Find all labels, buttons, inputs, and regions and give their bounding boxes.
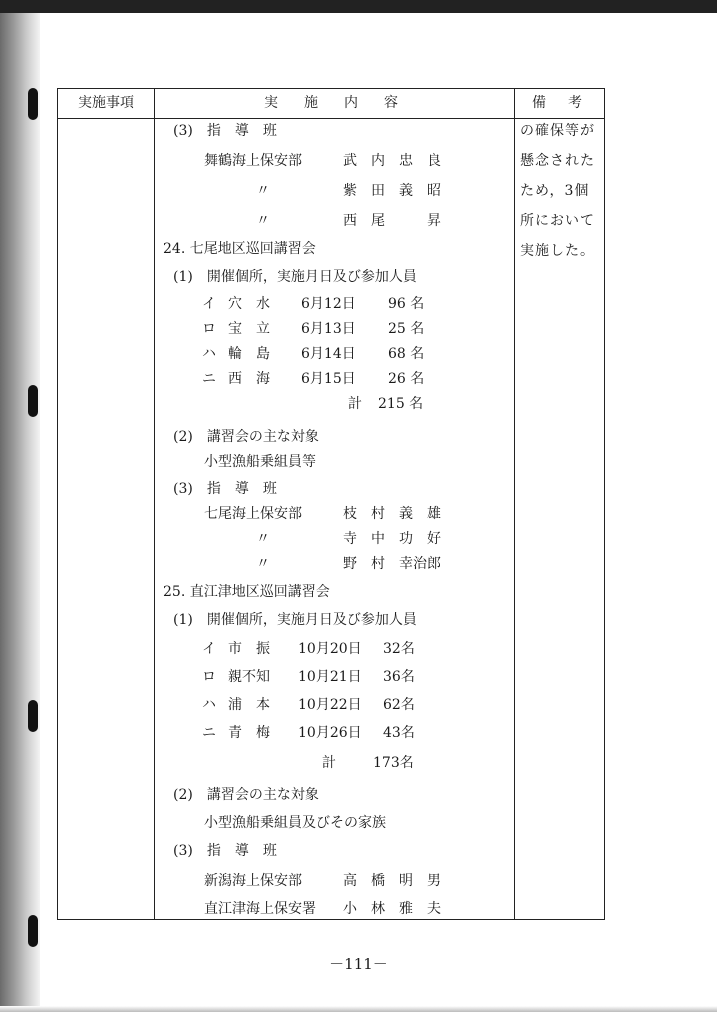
section-heading: (2) 講習会の主な対象: [173, 787, 319, 803]
venue-count: 43名: [383, 725, 415, 741]
total-label: 計: [348, 396, 362, 412]
remark-line: の確保等が: [520, 123, 595, 139]
remark-line: 所において: [520, 213, 595, 229]
instructor-org: 七尾海上保安部: [204, 506, 302, 522]
section-heading: (1) 開催個所，実施月日及び参加人員: [173, 269, 417, 285]
venue-place: 輪 島: [228, 346, 270, 362]
venue-date: 10月22日: [298, 697, 362, 713]
target-text: 小型漁船乗組員及びその家族: [204, 815, 386, 831]
instructor-name: 武 内 忠 良: [343, 153, 441, 169]
content-table: [57, 88, 605, 920]
venue-count: 36名: [383, 669, 415, 685]
instructor-org: 直江津海上保安署: [204, 901, 316, 917]
punch-hole: [28, 88, 38, 120]
total-count: 215 名: [378, 396, 424, 412]
header-content-col: 実 施 内 容: [264, 95, 404, 111]
punch-hole: [28, 385, 38, 417]
instructor-name: 小 林 雅 夫: [343, 901, 441, 917]
venue-date: 6月14日: [301, 346, 356, 362]
page-number: －111－: [329, 955, 388, 973]
remark-line: 実施した。: [520, 243, 595, 259]
venue-place: 親不知: [228, 669, 270, 685]
venue-mark: ハ: [202, 697, 216, 713]
venue-place: 宝 立: [228, 321, 270, 337]
section-heading: (3) 指 導 班: [173, 123, 277, 139]
punch-hole: [28, 915, 38, 947]
section-heading: (3) 指 導 班: [173, 481, 277, 497]
venue-count: 62名: [383, 697, 415, 713]
ditto-mark: 〃: [256, 183, 270, 199]
binding-shadow: [0, 13, 40, 1012]
venue-mark: イ: [202, 296, 216, 312]
remark-line: ため，3個: [520, 183, 590, 199]
venue-place: 穴 水: [228, 296, 270, 312]
venue-date: 6月13日: [301, 321, 356, 337]
instructor-name: 西 尾 昇: [343, 213, 441, 229]
instructor-org: 新潟海上保安部: [204, 873, 302, 889]
venue-mark: ロ: [202, 321, 216, 337]
target-text: 小型漁船乗組員等: [204, 454, 316, 470]
venue-date: 6月15日: [301, 371, 356, 387]
section-heading: (1) 開催個所，実施月日及び参加人員: [173, 612, 417, 628]
venue-count: 25 名: [388, 321, 425, 337]
venue-count: 68 名: [388, 346, 425, 362]
remark-line: 懸念された: [520, 153, 595, 169]
punch-hole: [28, 700, 38, 732]
venue-mark: ロ: [202, 669, 216, 685]
venue-date: 10月20日: [298, 641, 362, 657]
section-title: 24. 七尾地区巡回講習会: [163, 241, 316, 257]
venue-mark: イ: [202, 641, 216, 657]
total-count: 173名: [373, 755, 414, 771]
header-remarks-col: 備 考: [532, 95, 586, 111]
column-divider: [514, 89, 515, 919]
instructor-org: 舞鶴海上保安部: [204, 153, 302, 169]
venue-date: 10月21日: [298, 669, 362, 685]
section-heading: (2) 講習会の主な対象: [173, 429, 319, 445]
instructor-name: 紫 田 義 昭: [343, 183, 441, 199]
venue-place: 青 梅: [228, 725, 270, 741]
total-label: 計: [322, 755, 336, 771]
ditto-mark: 〃: [256, 213, 270, 229]
venue-count: 26 名: [388, 371, 425, 387]
ditto-mark: 〃: [256, 531, 270, 547]
venue-place: 浦 本: [228, 697, 270, 713]
venue-date: 10月26日: [298, 725, 362, 741]
instructor-name: 寺 中 功 好: [343, 531, 441, 547]
section-heading: (3) 指 導 班: [173, 843, 277, 859]
instructor-name: 枝 村 義 雄: [343, 506, 441, 522]
venue-count: 32名: [383, 641, 415, 657]
scan-top-edge: [0, 0, 717, 13]
scan-bottom-edge: [0, 1006, 717, 1012]
venue-place: 西 海: [228, 371, 270, 387]
venue-mark: ニ: [202, 725, 216, 741]
venue-place: 市 振: [228, 641, 270, 657]
venue-mark: ニ: [202, 371, 216, 387]
venue-date: 6月12日: [301, 296, 356, 312]
venue-mark: ハ: [202, 346, 216, 362]
header-divider: [58, 118, 604, 119]
header-item-col: 実施事項: [78, 95, 134, 111]
column-divider: [154, 89, 155, 919]
instructor-name: 野 村 幸治郎: [343, 556, 441, 572]
section-title: 25. 直江津地区巡回講習会: [163, 584, 330, 600]
venue-count: 96 名: [388, 296, 425, 312]
ditto-mark: 〃: [256, 556, 270, 572]
instructor-name: 高 橋 明 男: [343, 873, 441, 889]
